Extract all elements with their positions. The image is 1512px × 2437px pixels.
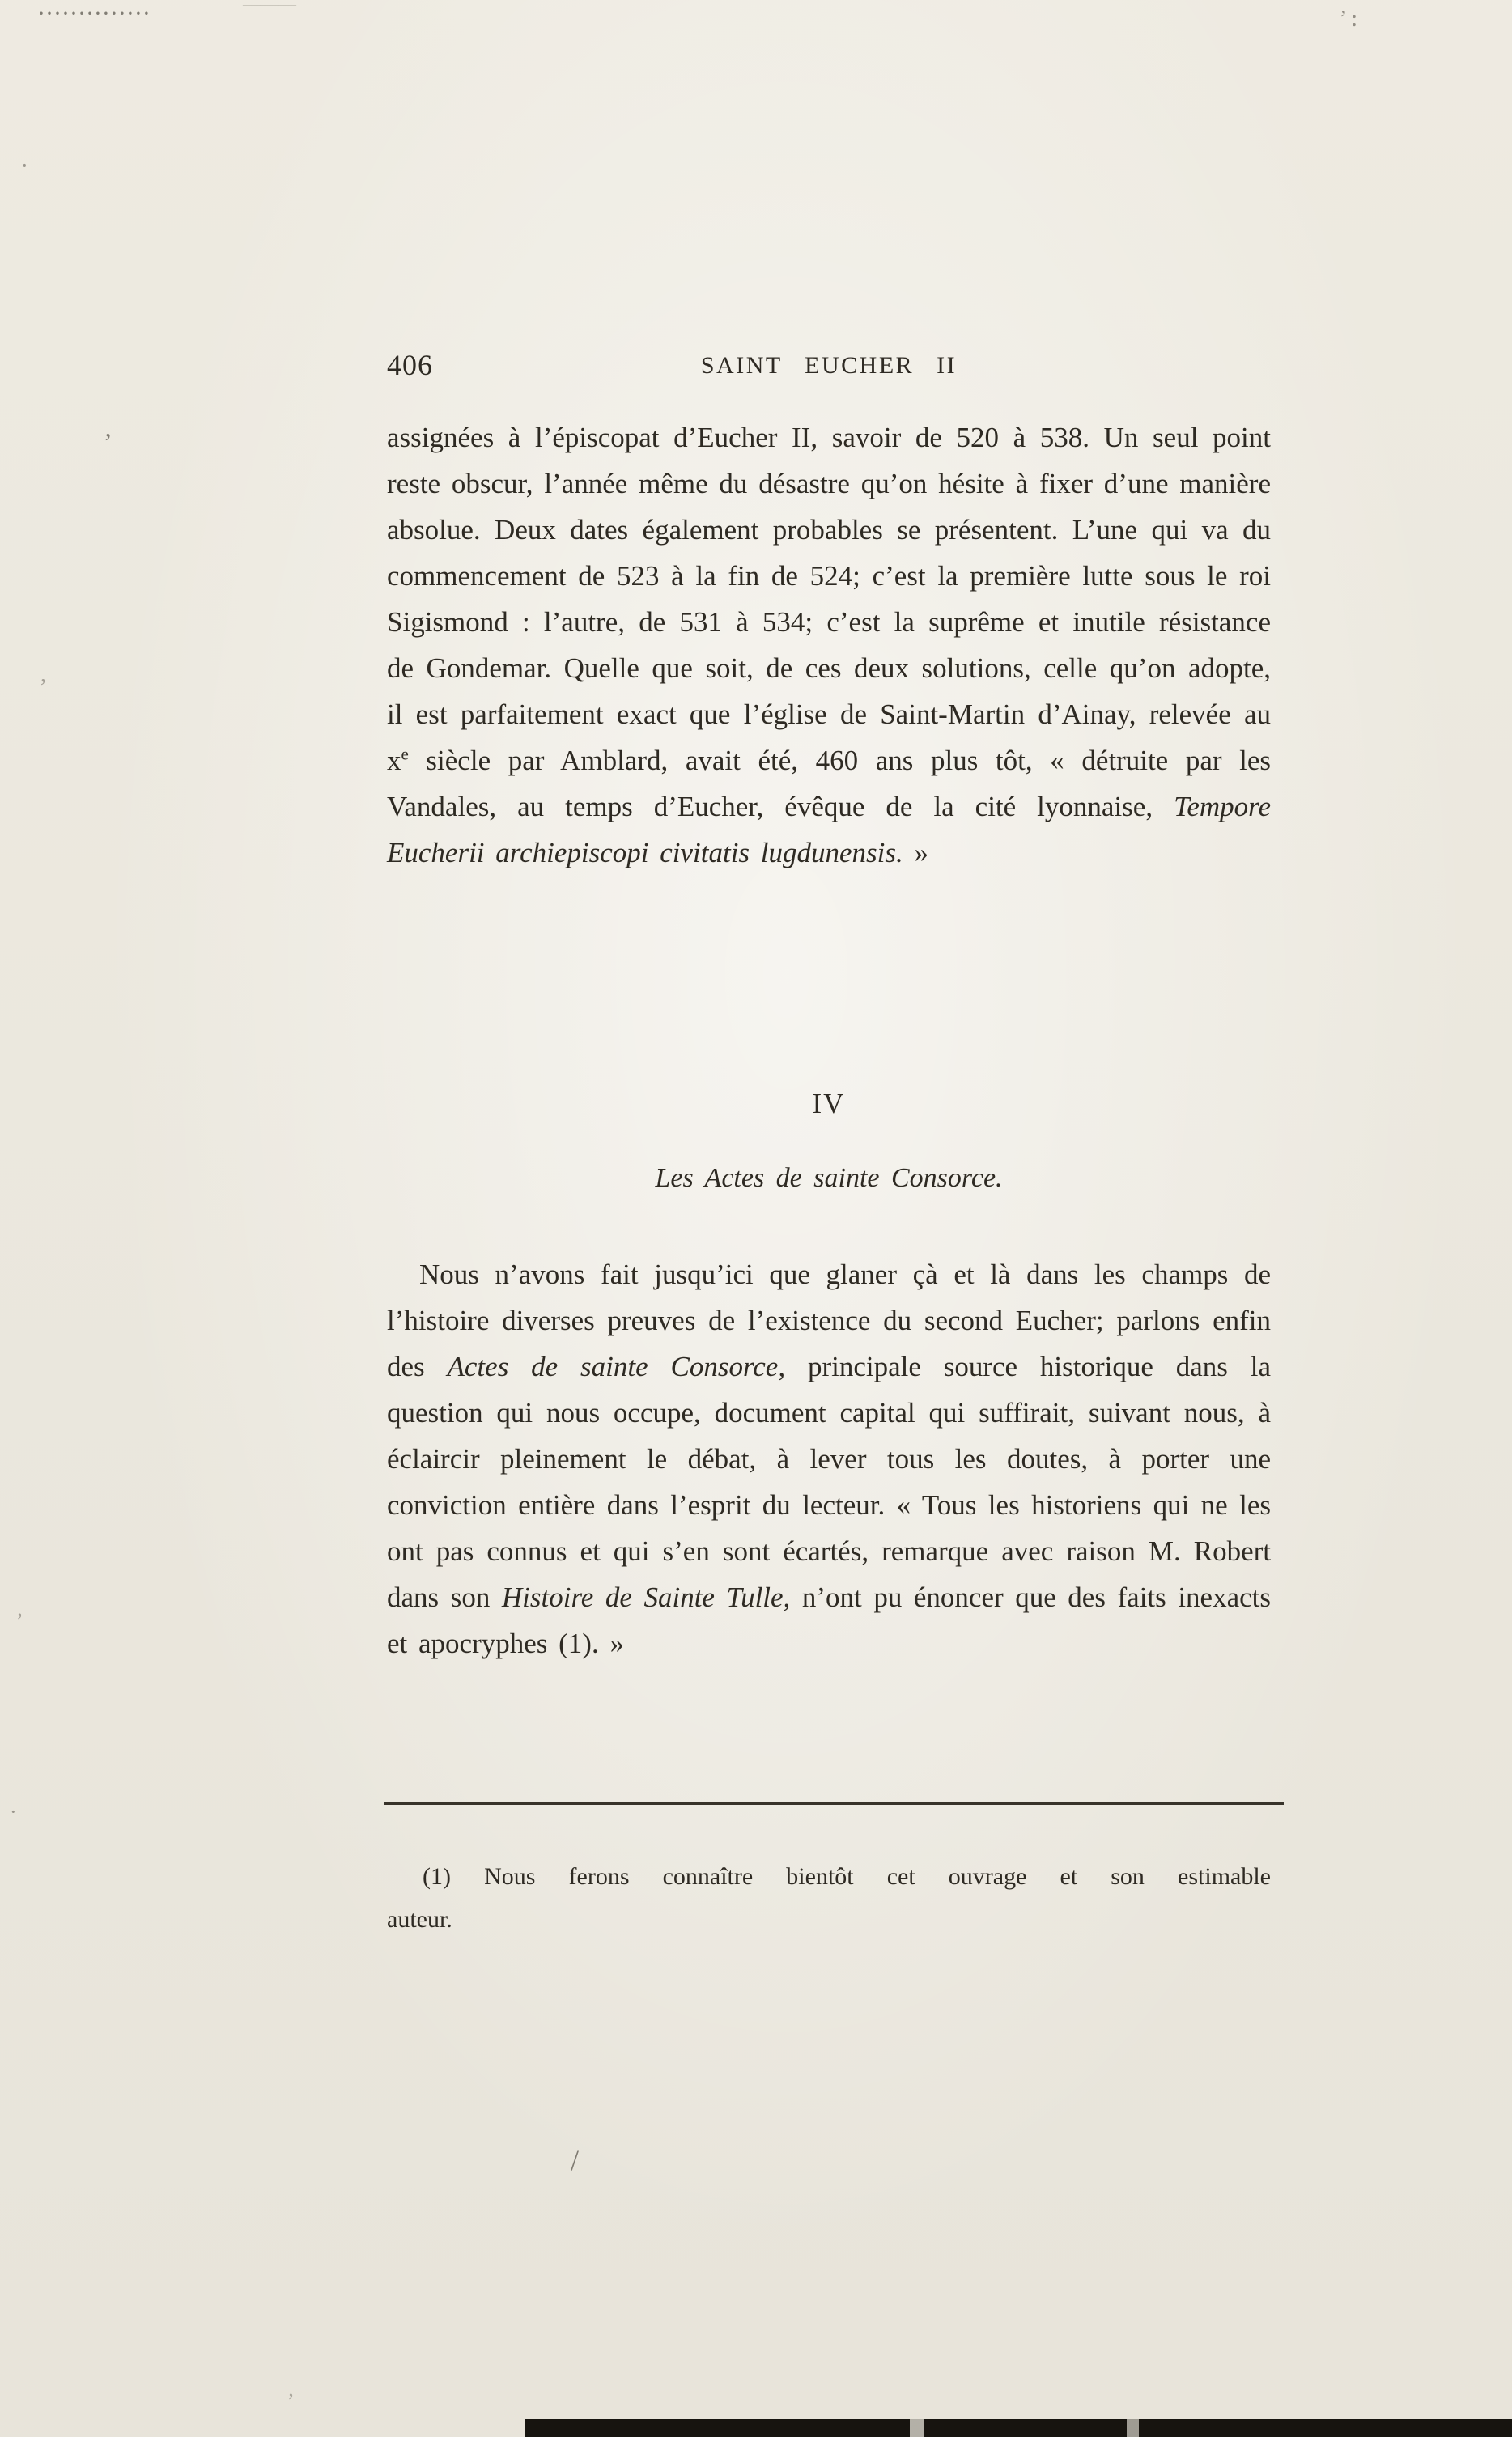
work-title-italic: Histoire de Sainte Tulle, — [501, 1582, 791, 1613]
latin-quote-italic: Tempore Eucherii archiepiscopi civitatis lugdunensis. — [387, 791, 1271, 868]
scan-speck: · — [21, 154, 28, 177]
section-number: IV — [812, 1088, 846, 1119]
scan-speck: · — [10, 1800, 17, 1824]
scan-speck: ’ — [16, 1609, 23, 1632]
text-segment: Nous n’avons fait jusqu’ici que glaner çà et là dans les champs de l’histoire diverses preuves de l’existence du second Eucher; parlons enfin des — [387, 1259, 1271, 1382]
scan-speck: ——— — [243, 0, 296, 14]
text-block — [387, 0, 1271, 2437]
text-segment: siècle par Amblard, avait été, 460 ans plus tôt, « détruite par les Vandales, au temps d’Eucher, évêque de la cité lyonnaise, — [387, 745, 1271, 822]
text-segment: assignées à l’épiscopat d’Eucher II, savoir de 520 à 538. Un seul point reste obscur, l’année même du désastre qu’on hésite à fixer d’une manière absolue. Deux dates également probables se présentent. L’une qui va du commencement de 523 à la fin de 524; c’est la première lutte sous le roi Sigismond : l’autre, de 531 à 534; c’est la suprême et inutile résistance de Gondemar. Quelle que soit, de ces deux solutions, celle qu’on adopte, il est parfaitement exact que l’église de Saint-Martin d’Ainay, relevée au x — [387, 422, 1271, 776]
work-title-italic: Actes de sainte Consorce, — [447, 1351, 786, 1382]
scan-edge-bar — [525, 2419, 1512, 2437]
page-header — [387, 348, 1271, 394]
superscript-ordinal: e — [401, 744, 409, 764]
running-title: SAINT EUCHER II — [700, 352, 958, 379]
text-segment: principale source historique dans la question qui nous occupe, document capital qui suffirait, suivant nous, à éclaircir pleinement le débat, à lever tous les doutes, à porter une conviction entière dans l’esprit du lecteur. « Tous les historiens qui ne les ont pas connus et qui s’en sont écartés, remarque avec raison M. Robert dans son — [387, 1351, 1271, 1613]
scan-speck: ’ — [287, 2389, 295, 2413]
page-number: 406 — [387, 349, 433, 381]
opening-paragraph — [387, 414, 1271, 876]
text-segment: » — [903, 837, 929, 868]
footnote — [387, 1855, 1271, 1941]
body-paragraph — [387, 1251, 1271, 1666]
scan-speck: , — [40, 662, 46, 687]
text-segment: n’ont pu énoncer que des faits inexacts et apocryphes (1). » — [387, 1582, 1272, 1659]
footnote-rule — [384, 1802, 1284, 1805]
scan-speck: ’ : — [1340, 6, 1358, 32]
footnote-line-2: auteur. — [387, 1906, 452, 1933]
scan-speck: ·············· — [37, 0, 151, 27]
scan-speck: / — [571, 2144, 580, 2176]
section-title: Les Actes de sainte Consorce. — [655, 1163, 1003, 1193]
scan-speck: ’ — [104, 427, 113, 456]
footnote-line-1: (1) Nous ferons connaître bientôt cet ouvrage et son estimable — [423, 1863, 1271, 1890]
